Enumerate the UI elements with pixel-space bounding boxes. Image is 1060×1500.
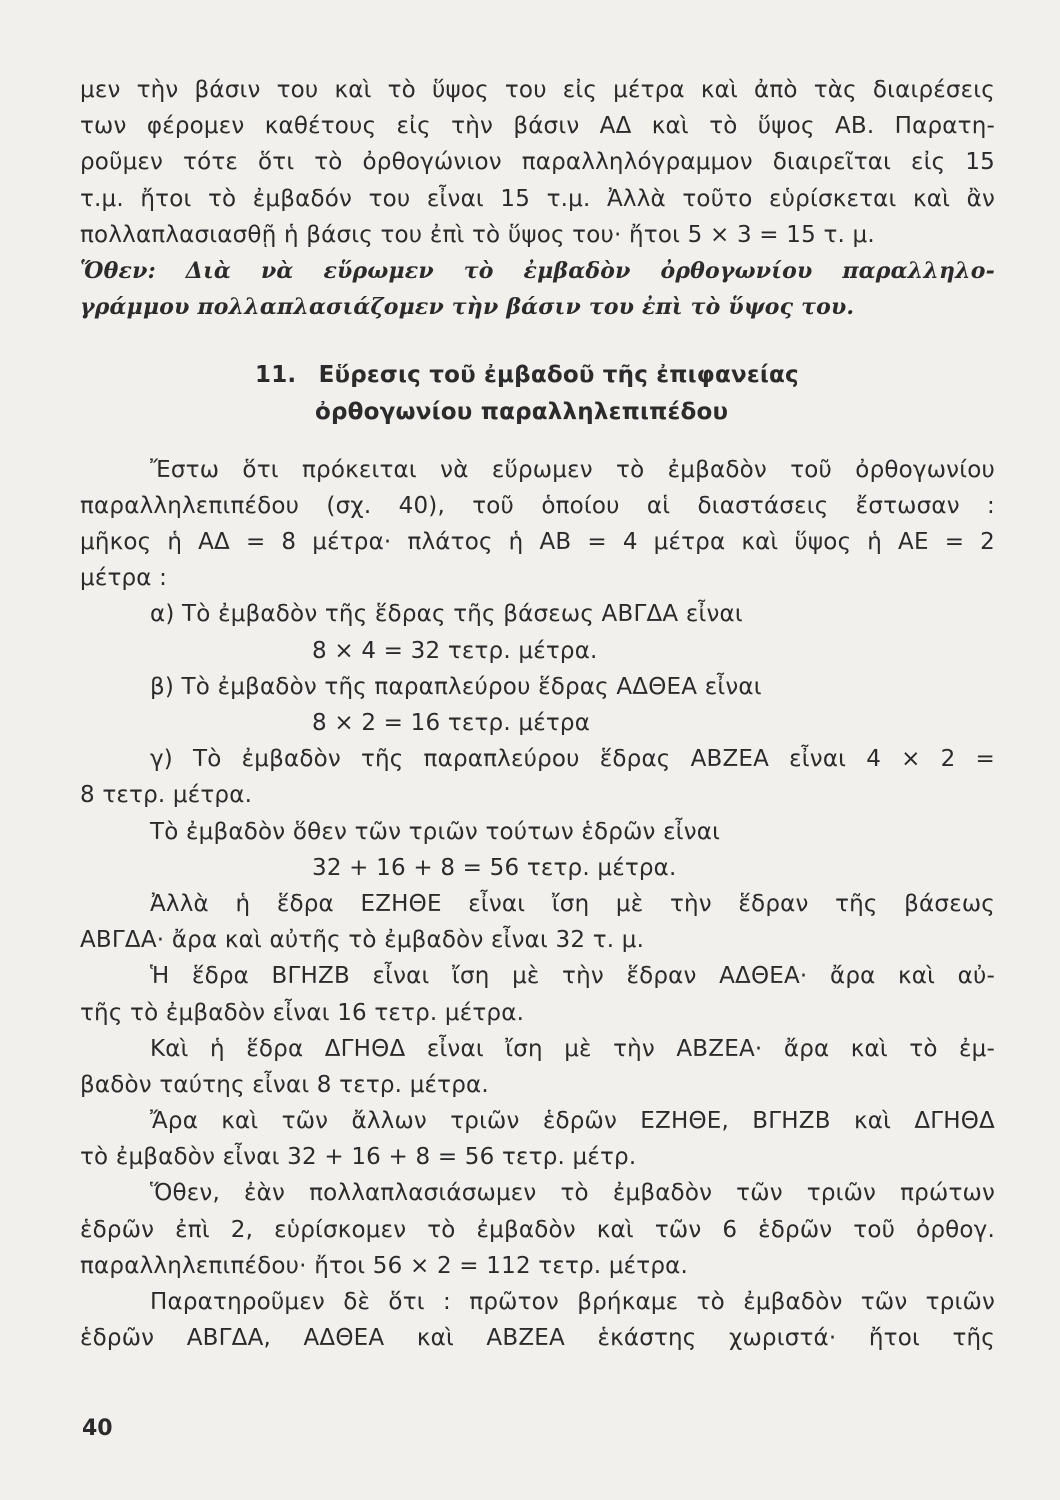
text-line: παραλληλεπιπέδου· ἤτοι 56 × 2 = 112 τετρ. μέτρα. (80, 1252, 689, 1279)
section-title: Εὕρεσις τοῦ ἐμβαδοῦ τῆς ἐπιφανείας (318, 362, 799, 389)
text-line: 8 τετρ. μέτρα. (80, 782, 253, 809)
text-line: Ἄρα καὶ τῶν ἄλλων τριῶν ἑδρῶν ΕΖΗΘΕ, ΒΓΗΖΒ καὶ ΔΓΗΘΔ (150, 1108, 995, 1135)
page-text (80, 72, 995, 1356)
text-line: ἑδρῶν ΑΒΓΔΑ, ΑΔΘΕΑ καὶ ΑΒΖΕΑ ἑκάστης χωριστά· ἤτοι τῆς (80, 1325, 995, 1352)
section-number: 11. (255, 362, 297, 389)
rule-line: Ὅθεν: Διὰ νὰ εὕρωμεν τὸ ἐμβαδὸν ὀρθογωνίου παραλληλο- (80, 257, 995, 284)
text-line: μῆκος ἡ ΑΔ = 8 μέτρα· πλάτος ἡ ΑΒ = 4 μέτρα καὶ ὕψος ἡ ΑΕ = 2 (80, 529, 995, 556)
text-line: ροῦμεν τότε ὅτι τὸ ὀρθογώνιον παραλληλόγραμμον διαιρεῖται εἰς 15 (80, 149, 995, 176)
equation-line: 32 + 16 + 8 = 56 τετρ. μέτρα. (312, 854, 677, 881)
text-line: τὸ ἐμβαδὸν εἶναι 32 + 16 + 8 = 56 τετρ. μέτρ. (80, 1144, 637, 1171)
text-line: ἑδρῶν ἐπὶ 2, εὑρίσκομεν τὸ ἐμβαδὸν καὶ τῶν 6 ἑδρῶν τοῦ ὀρθογ. (80, 1216, 995, 1243)
rule-line: γράμμου πολλαπλασιάζομεν τὴν βάσιν του ἐπὶ τὸ ὕψος του. (80, 294, 855, 321)
text-line: Τὸ ἐμβαδὸν ὅθεν τῶν τριῶν τούτων ἑδρῶν εἶναι (150, 818, 721, 845)
paragraph-body (80, 452, 995, 1357)
text-line: τ.μ. ἤτοι τὸ ἐμβαδόν του εἶναι 15 τ.μ. Ἀλλὰ τοῦτο εὑρίσκεται καὶ ἂν (80, 185, 995, 212)
page-number: 40 (82, 1416, 113, 1441)
text-line: τῆς τὸ ἐμβαδὸν εἶναι 16 τετρ. μέτρα. (80, 999, 525, 1026)
text-line: ΑΒΓΔΑ· ἄρα καὶ αὐτῆς τὸ ἐμβαδὸν εἶναι 32 τ. μ. (80, 927, 645, 954)
rule-statement (80, 253, 995, 325)
text-line: παραλληλεπιπέδου (σχ. 40), τοῦ ὁποίου αἱ διαστάσεις ἔστωσαν : (80, 492, 995, 519)
text-line: Ἔστω ὅτι πρόκειται νὰ εὕρωμεν τὸ ἐμβαδὸν τοῦ ὀρθογωνίου (150, 456, 995, 483)
text-line: Ἡ ἕδρα ΒΓΗΖΒ εἶναι ἴση μὲ τὴν ἕδραν ΑΔΘΕΑ· ἄρα καὶ αὐ- (150, 963, 995, 990)
text-line: βαδὸν ταύτης εἶναι 8 τετρ. μέτρα. (80, 1071, 489, 1098)
equation-line: 8 × 4 = 32 τετρ. μέτρα. (312, 637, 598, 664)
section-title-line2: ὀρθογωνίου παραλληλεπιπέδου (315, 398, 729, 425)
text-line: Παρατηροῦμεν δὲ ὅτι : πρῶτον βρήκαμε τὸ ἐμβαδὸν τῶν τριῶν (150, 1289, 995, 1315)
text-line: Καὶ ἡ ἕδρα ΔΓΗΘΔ εἶναι ἴση μὲ τὴν ΑΒΖΕΑ· ἄρα καὶ τὸ ἐμ- (150, 1035, 995, 1062)
equation-line: 8 × 2 = 16 τετρ. μέτρα (312, 710, 591, 736)
text-line: Ἀλλὰ ἡ ἕδρα ΕΖΗΘΕ εἶναι ἴση μὲ τὴν ἕδραν τῆς βάσεως (150, 890, 995, 917)
text-line: πολλαπλασιασθῇ ἡ βάσις του ἐπὶ τὸ ὕψος του· ἤτοι 5 × 3 = 15 τ. μ. (80, 221, 875, 248)
text-line: μέτρα : (80, 565, 168, 592)
text-line: των φέρομεν καθέτους εἰς τὴν βάσιν ΑΔ καὶ τὸ ὕψος ΑΒ. Παρατη- (80, 113, 995, 140)
paragraph-intro (80, 72, 995, 253)
text-line: γ) Τὸ ἐμβαδὸν τῆς παραπλεύρου ἕδρας ΑΒΖΕΑ εἶναι 4 × 2 = (150, 746, 995, 773)
text-line: μεν τὴν βάσιν του καὶ τὸ ὕψος του εἰς μέτρα καὶ ἀπὸ τὰς διαιρέσεις (80, 77, 995, 103)
text-line: α) Τὸ ἐμβαδὸν τῆς ἕδρας τῆς βάσεως ΑΒΓΔΑ εἶναι (150, 601, 743, 628)
section-heading (80, 357, 995, 429)
text-line: Ὅθεν, ἐὰν πολλαπλασιάσωμεν τὸ ἐμβαδὸν τῶν τριῶν πρώτων (150, 1180, 995, 1207)
text-line: β) Τὸ ἐμβαδὸν τῆς παραπλεύρου ἕδρας ΑΔΘΕΑ εἶναι (150, 673, 762, 700)
